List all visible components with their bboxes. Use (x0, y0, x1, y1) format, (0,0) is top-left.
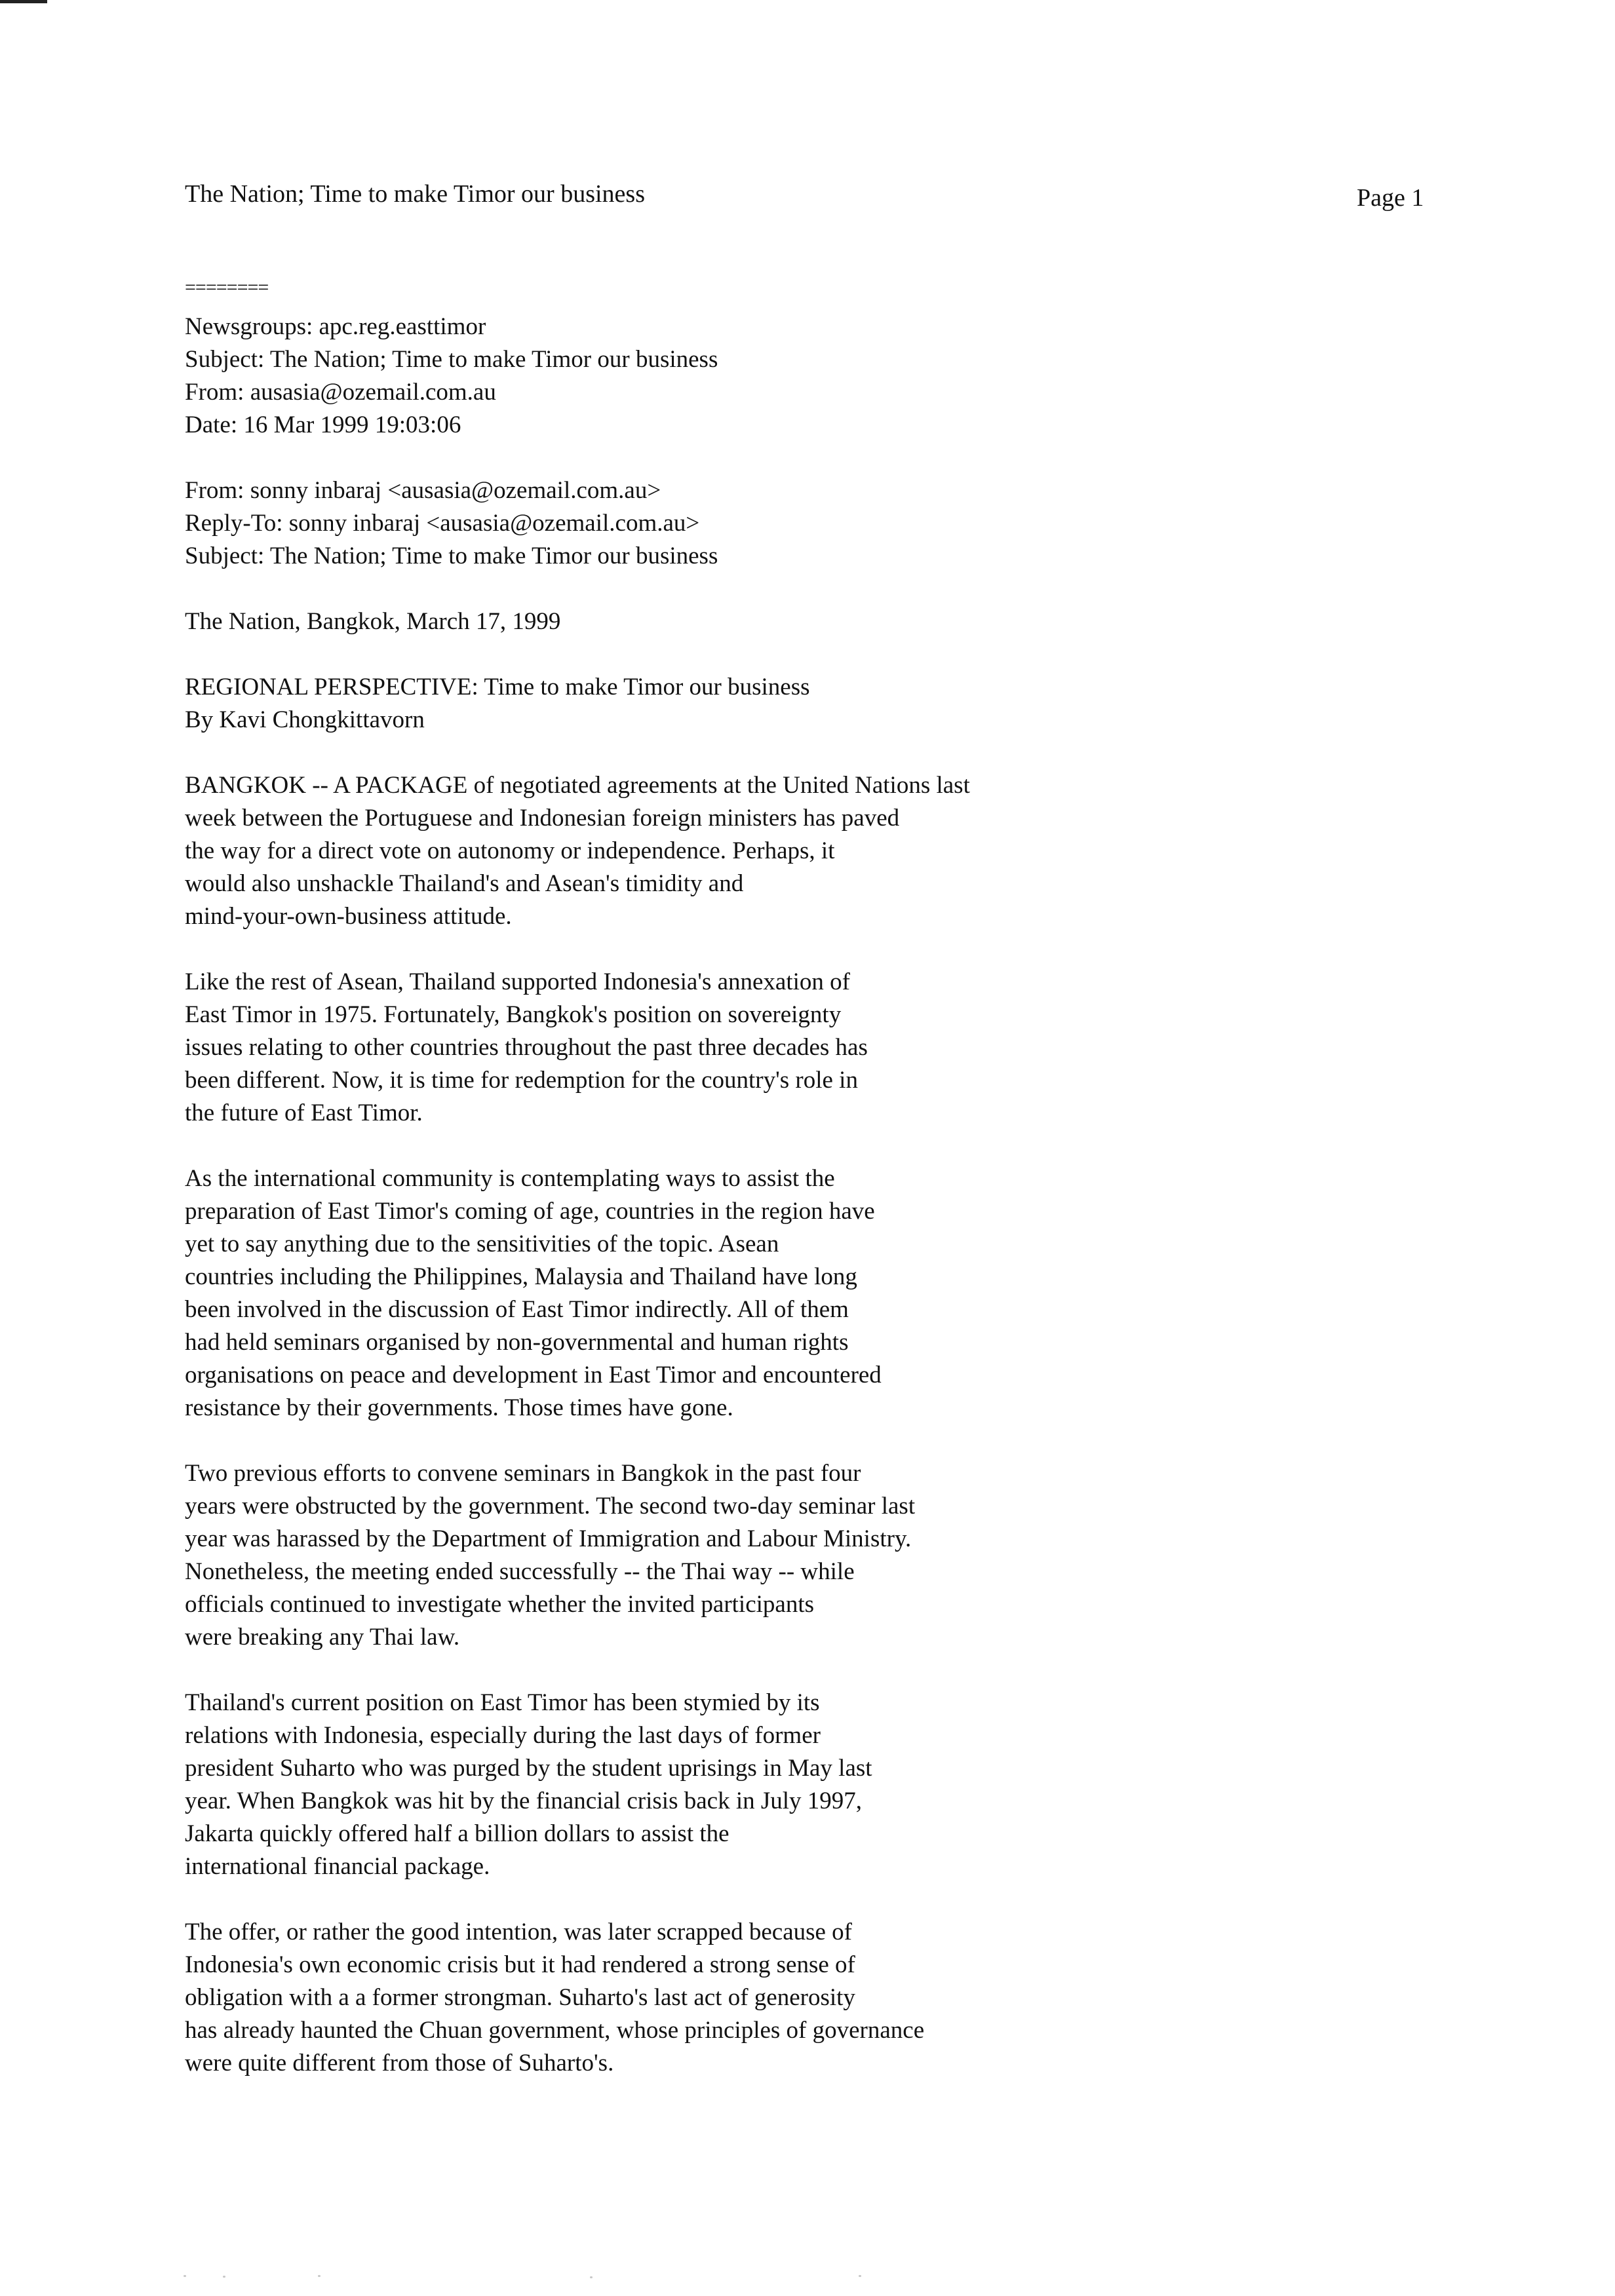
paragraph-line: issues relating to other countries throughout the past three decades has (185, 1034, 868, 1061)
paragraph (185, 1162, 1299, 1425)
paragraph-line: preparation of East Timor's coming of age, countries in the region have (185, 1198, 875, 1225)
scan-speck (318, 2275, 321, 2277)
paragraph-line: were quite different from those of Suharto's. (185, 2050, 614, 2076)
paragraph-line: BANGKOK -- A PACKAGE of negotiated agreements at the United Nations last (185, 772, 970, 799)
paragraph-line: Thailand's current position on East Timor has been stymied by its (185, 1689, 820, 1716)
paragraph-line: were breaking any Thai law. (185, 1624, 460, 1651)
document-body (185, 311, 1299, 2113)
paragraph-line: East Timor in 1975. Fortunately, Bangkok's position on sovereignty (185, 1001, 842, 1028)
paragraph-line: Two previous efforts to convene seminars in Bangkok in the past four (185, 1460, 861, 1487)
paragraph-line: the way for a direct vote on autonomy or independence. Perhaps, it (185, 837, 835, 864)
paragraph-line: Indonesia's own economic crisis but it had rendered a strong sense of (185, 1951, 855, 1978)
headline: REGIONAL PERSPECTIVE: Time to make Timor our business (185, 674, 810, 700)
header-from: From: ausasia@ozemail.com.au (185, 379, 496, 406)
scan-speck (223, 2276, 225, 2278)
forward-subject: Subject: The Nation; Time to make Timor our business (185, 543, 718, 569)
paragraph-line: international financial package. (185, 1853, 490, 1880)
dateline-text: The Nation, Bangkok, March 17, 1999 (185, 608, 561, 635)
paragraph-line: Jakarta quickly offered half a billion dollars to assist the (185, 1820, 730, 1847)
paragraph-line: Like the rest of Asean, Thailand supported Indonesia's annexation of (185, 968, 850, 995)
scan-edge-mark (0, 0, 47, 3)
paragraph-line: countries including the Philippines, Malaysia and Thailand have long (185, 1263, 857, 1290)
paragraph-line: president Suharto who was purged by the student uprisings in May last (185, 1755, 872, 1782)
paragraph (185, 1687, 1299, 1883)
scan-speck (184, 2275, 186, 2277)
page-header-title: The Nation; Time to make Timor our business (185, 180, 645, 208)
paragraph-line: has already haunted the Chuan government, whose principles of governance (185, 2017, 925, 2044)
paragraph-line: year. When Bangkok was hit by the financial crisis back in July 1997, (185, 1788, 863, 1814)
paragraph-line: been involved in the discussion of East Timor indirectly. All of them (185, 1296, 849, 1323)
paragraph-line: years were obstructed by the government. The second two-day seminar last (185, 1493, 916, 1520)
paragraph-line: The offer, or rather the good intention, was later scrapped because of (185, 1919, 853, 1945)
paragraph-line: yet to say anything due to the sensitivities of the topic. Asean (185, 1231, 779, 1257)
paragraph (185, 966, 1299, 1130)
scan-specks (184, 2274, 905, 2279)
forward-reply-to: Reply-To: sonny inbaraj <ausasia@ozemail.com.au> (185, 510, 700, 537)
headline-block (185, 671, 1299, 737)
page-number: Page 1 (1357, 184, 1424, 212)
header-newsgroups: Newsgroups: apc.reg.easttimor (185, 313, 486, 340)
paragraph-line: been different. Now, it is time for redemption for the country's role in (185, 1067, 858, 1094)
paragraph-line: had held seminars organised by non-governmental and human rights (185, 1329, 849, 1356)
paragraph-line: mind-your-own-business attitude. (185, 903, 512, 930)
header-subject: Subject: The Nation; Time to make Timor our business (185, 346, 718, 373)
forward-header (185, 474, 1299, 573)
scan-speck (859, 2275, 861, 2277)
scan-speck (590, 2276, 593, 2278)
separator-line: ======== (185, 277, 269, 298)
paragraph-line: the future of East Timor. (185, 1100, 423, 1126)
paragraph-line: relations with Indonesia, especially during the last days of former (185, 1722, 821, 1749)
forward-from: From: sonny inbaraj <ausasia@ozemail.com.au> (185, 477, 661, 504)
paragraph-line: Nonetheless, the meeting ended successfully -- the Thai way -- while (185, 1558, 855, 1585)
paragraph-line: As the international community is contemplating ways to assist the (185, 1165, 835, 1192)
paragraph (185, 769, 1299, 933)
paragraph-line: organisations on peace and development in East Timor and encountered (185, 1362, 882, 1388)
byline: By Kavi Chongkittavorn (185, 706, 425, 733)
paragraph-line: obligation with a a former strongman. Suharto's last act of generosity (185, 1984, 855, 2011)
header-date: Date: 16 Mar 1999 19:03:06 (185, 411, 461, 438)
paragraph-line: year was harassed by the Department of Immigration and Labour Ministry. (185, 1525, 912, 1552)
message-header (185, 311, 1299, 442)
paragraph-line: officials continued to investigate whether the invited participants (185, 1591, 815, 1618)
paragraph-line: week between the Portuguese and Indonesian foreign ministers has paved (185, 805, 900, 832)
paragraph-line: would also unshackle Thailand's and Asean's timidity and (185, 870, 744, 897)
paragraph (185, 1457, 1299, 1654)
paragraph-line: resistance by their governments. Those times have gone. (185, 1394, 733, 1421)
dateline (185, 605, 1299, 638)
paragraph (185, 1916, 1299, 2080)
